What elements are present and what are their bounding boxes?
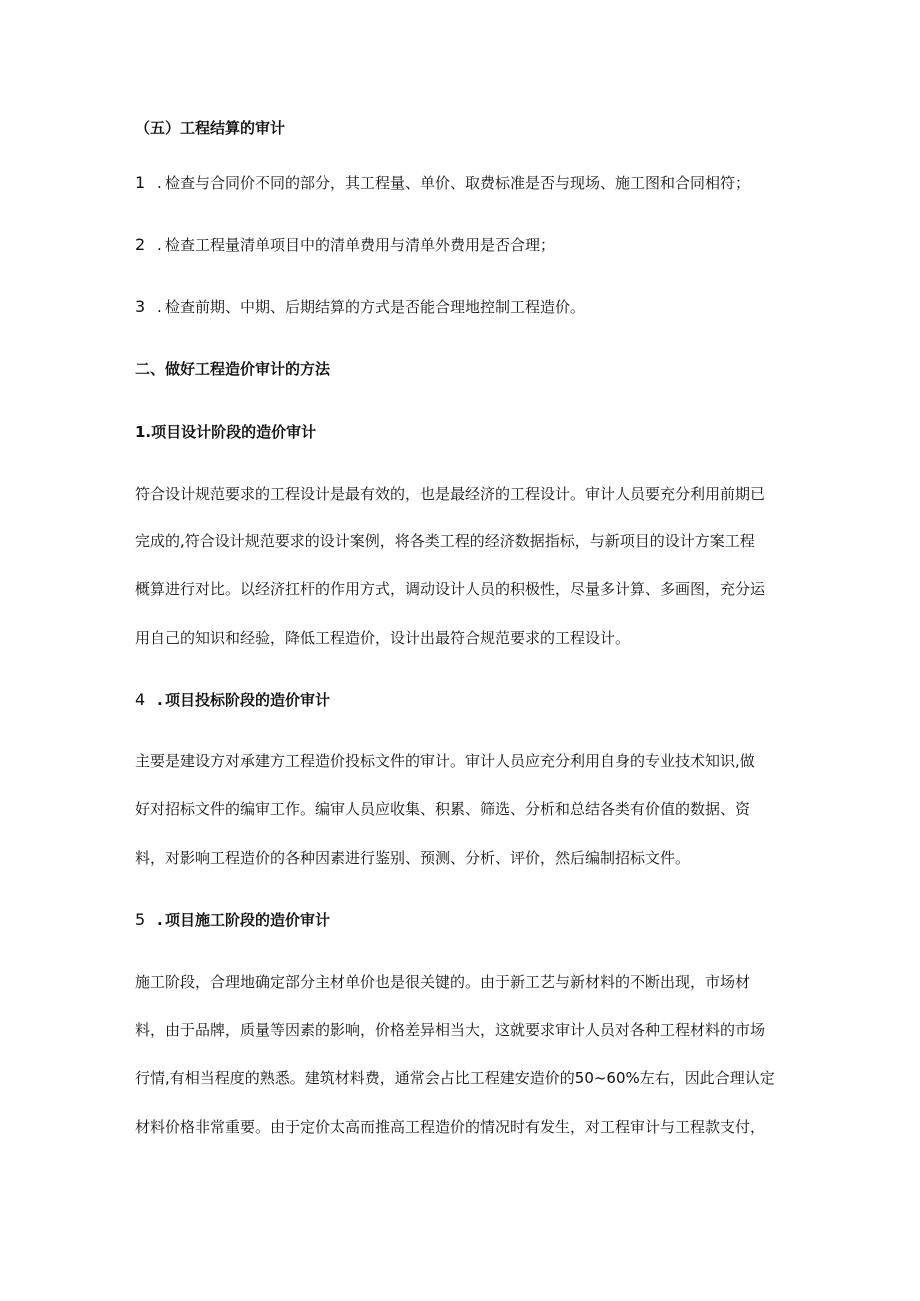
item-number: 3 [135,297,146,316]
paragraph-line: 行情,有相当程度的熟悉。建筑材料费，通常会占比工程建安造价的50~60%左右，因此合理认定 [135,1069,775,1087]
paragraph-line: 施工阶段，合理地确定部分主材单价也是很关键的。由于新工艺与新材料的不断出现，市场材 [135,973,751,991]
paragraph-line: 料，对影响工程造价的各种因素进行鉴别、预测、分析、评价，然后编制招标文件。 [135,849,691,867]
heading-text: 项目施工阶段的造价审计 [165,911,331,929]
list-item: 1 . 检查与合同价不同的部分，其工程量、单价、取费标准是否与现场、施工图和合同相符； [135,173,751,192]
heading-number: 4 [135,690,146,709]
heading-text: 项目投标阶段的造价审计 [165,691,331,709]
item-text: 检查工程量清单项目中的清单费用与清单外费用是否合理； [165,236,556,254]
paragraph-line: 符合设计规范要求的工程设计是最有效的，也是最经济的工程设计。审计人员要充分利用前期已 [135,485,766,503]
paragraph-line: 主要是建设方对承建方工程造价投标文件的审计。审计人员应充分利用自身的专业技术知识,做 [135,752,755,770]
paragraph-line: 料，由于品牌，质量等因素的影响，价格差异相当大，这就要求审计人员对各种工程材料的市场 [135,1021,766,1039]
paragraph-line: 概算进行对比。以经济扛杆的作用方式，调动设计人员的积极性，尽量多计算、多画图，充分运 [135,580,766,598]
item-number: 2 [135,235,146,254]
paragraph-line: 好对招标文件的编审工作。编审人员应收集、积累、筛选、分析和总结各类有价值的数据、资 [135,800,751,818]
bidding-stage-heading: 4 . 项目投标阶段的造价审计 [135,690,331,709]
paragraph-line: 完成的,符合设计规范要求的设计案例，将各类工程的经济数据指标，与新项目的设计方案工程 [135,532,755,550]
section-five-heading: （五）工程结算的审计 [135,119,286,137]
item-number: 1 [135,173,146,192]
item-text: 检查前期、中期、后期结算的方式是否能合理地控制工程造价。 [165,298,586,316]
heading-number: 5 [135,910,146,929]
design-stage-heading: 1.项目设计阶段的造价审计 [135,423,317,441]
list-item: 2 . 检查工程量清单项目中的清单费用与清单外费用是否合理； [135,235,556,254]
construction-stage-heading: 5 . 项目施工阶段的造价审计 [135,910,331,929]
paragraph-line: 材料价格非常重要。由于定价太高而推高工程造价的情况时有发生，对工程审计与工程款支付， [135,1118,766,1136]
section-two-heading: 二、做好工程造价审计的方法 [135,360,331,378]
paragraph-line: 用自己的知识和经验，降低工程造价，设计出最符合规范要求的工程设计。 [135,629,631,647]
list-item: 3 . 检查前期、中期、后期结算的方式是否能合理地控制工程造价。 [135,297,586,316]
item-text: 检查与合同价不同的部分，其工程量、单价、取费标准是否与现场、施工图和合同相符； [165,174,751,192]
